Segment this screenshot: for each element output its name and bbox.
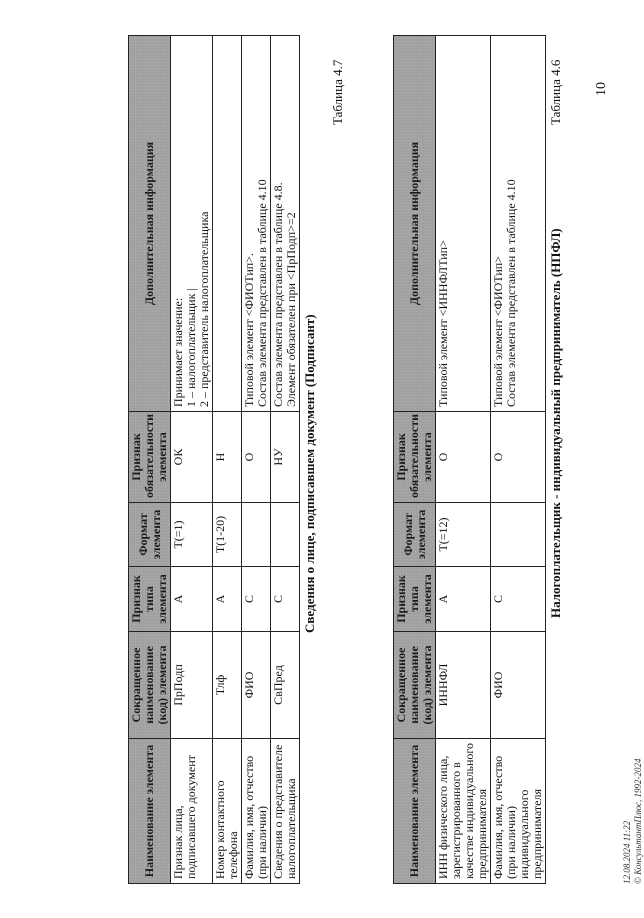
cell-element-type: А xyxy=(213,567,242,632)
table-row xyxy=(213,36,242,884)
cell-element-code: ФИО xyxy=(491,632,546,739)
table-row xyxy=(436,36,491,884)
table-4-7-title: Сведения о лице, подписавшем документ (Подписант) xyxy=(302,314,317,633)
table-header-row xyxy=(394,36,436,884)
cell-element-required: Н xyxy=(213,412,242,503)
column-header: Дополнительная информация xyxy=(129,36,171,412)
column-header: Признак обязательности элемента xyxy=(129,412,171,503)
cell-element-code: СвПред xyxy=(271,632,300,739)
column-header: Формат элемента xyxy=(394,503,436,567)
footer-source: © КонсультантПлюс, 1992-2024 xyxy=(633,758,643,884)
cell-additional-info xyxy=(491,36,546,412)
info-line: Принимает значение: xyxy=(171,297,185,407)
cell-element-code: ПрПодп xyxy=(171,632,213,739)
cell-element-type: А xyxy=(436,567,491,632)
table-4-7 xyxy=(128,35,300,884)
cell-element-name: Номер контактного телефона xyxy=(213,739,242,884)
column-header: Сокращенное наименование (код) элемента xyxy=(129,632,171,739)
info-line: 1 – налогоплательщик | xyxy=(184,288,198,407)
footer xyxy=(622,759,644,885)
cell-additional-info xyxy=(242,36,271,412)
cell-element-format: Т(=12) xyxy=(436,503,491,567)
info-line: Состав элемента представлен в таблице 4.10 xyxy=(504,179,518,407)
table-4-6-caption: Таблица 4.6 xyxy=(548,59,563,125)
cell-element-code: ФИО xyxy=(242,632,271,739)
cell-element-format: Т(1-20) xyxy=(213,503,242,567)
table-4-7-caption: Таблица 4.7 xyxy=(330,59,345,125)
cell-additional-info xyxy=(271,36,300,412)
cell-element-format: Т(=1) xyxy=(171,503,213,567)
cell-additional-info xyxy=(436,36,491,412)
info-line: Типовой элемент <ФИОТип>. xyxy=(242,253,256,407)
cell-additional-info xyxy=(171,36,213,412)
column-header: Формат элемента xyxy=(129,503,171,567)
column-header: Наименование элемента xyxy=(394,739,436,884)
column-header: Признак типа элемента xyxy=(129,567,171,632)
cell-element-name: Признак лица, подписавшего документ xyxy=(171,739,213,884)
info-line: 2 – представитель налогоплательщика xyxy=(197,211,211,407)
cell-element-format xyxy=(491,503,546,567)
info-line: Типовой элемент <ИННФЛТип> xyxy=(436,240,450,407)
cell-element-required: О xyxy=(436,412,491,503)
cell-element-name: Фамилия, имя, отчество (при наличии) xyxy=(242,739,271,884)
cell-element-required: О xyxy=(491,412,546,503)
table-row xyxy=(242,36,271,884)
cell-element-type: С xyxy=(491,567,546,632)
column-header: Признак обязательности элемента xyxy=(394,412,436,503)
table-row xyxy=(171,36,213,884)
cell-element-required: НУ xyxy=(271,412,300,503)
info-line: Состав элемента представлен в таблице 4.8. xyxy=(271,182,285,407)
cell-element-required: О xyxy=(242,412,271,503)
cell-additional-info xyxy=(213,36,242,412)
table-header-row xyxy=(129,36,171,884)
cell-element-type: С xyxy=(242,567,271,632)
table-row xyxy=(271,36,300,884)
table-row xyxy=(491,36,546,884)
cell-element-type: С xyxy=(271,567,300,632)
column-header: Наименование элемента xyxy=(129,739,171,884)
cell-element-code: ИННФЛ xyxy=(436,632,491,739)
cell-element-format xyxy=(242,503,271,567)
cell-element-name: Фамилия, имя, отчество (при наличии) индивидуального предпринимателя xyxy=(491,739,546,884)
info-line: Элемент обязателен при <ПрПодп>=2 xyxy=(284,212,298,407)
footer-date: 12.08.2024 11:22 xyxy=(622,820,632,884)
table-4-6 xyxy=(393,35,546,884)
cell-element-required: ОК xyxy=(171,412,213,503)
cell-element-type: А xyxy=(171,567,213,632)
cell-element-code: Тлф xyxy=(213,632,242,739)
cell-element-name: Сведения о представителе налогоплательщика xyxy=(271,739,300,884)
column-header: Сокращенное наименование (код) элемента xyxy=(394,632,436,739)
page-number: 10 xyxy=(594,82,609,96)
cell-element-format xyxy=(271,503,300,567)
column-header: Дополнительная информация xyxy=(394,36,436,412)
info-line: Типовой элемент <ФИОТип> xyxy=(491,256,505,407)
table-4-6-title: Налогоплательщик - индивидуальный предприниматель (НПФЛ) xyxy=(548,228,563,618)
info-line: Состав элемента представлен в таблице 4.10 xyxy=(255,179,269,407)
cell-element-name: ИНН физического лица, зарегистрированного в качестве индивидуального предпринимателя xyxy=(436,739,491,884)
column-header: Признак типа элемента xyxy=(394,567,436,632)
